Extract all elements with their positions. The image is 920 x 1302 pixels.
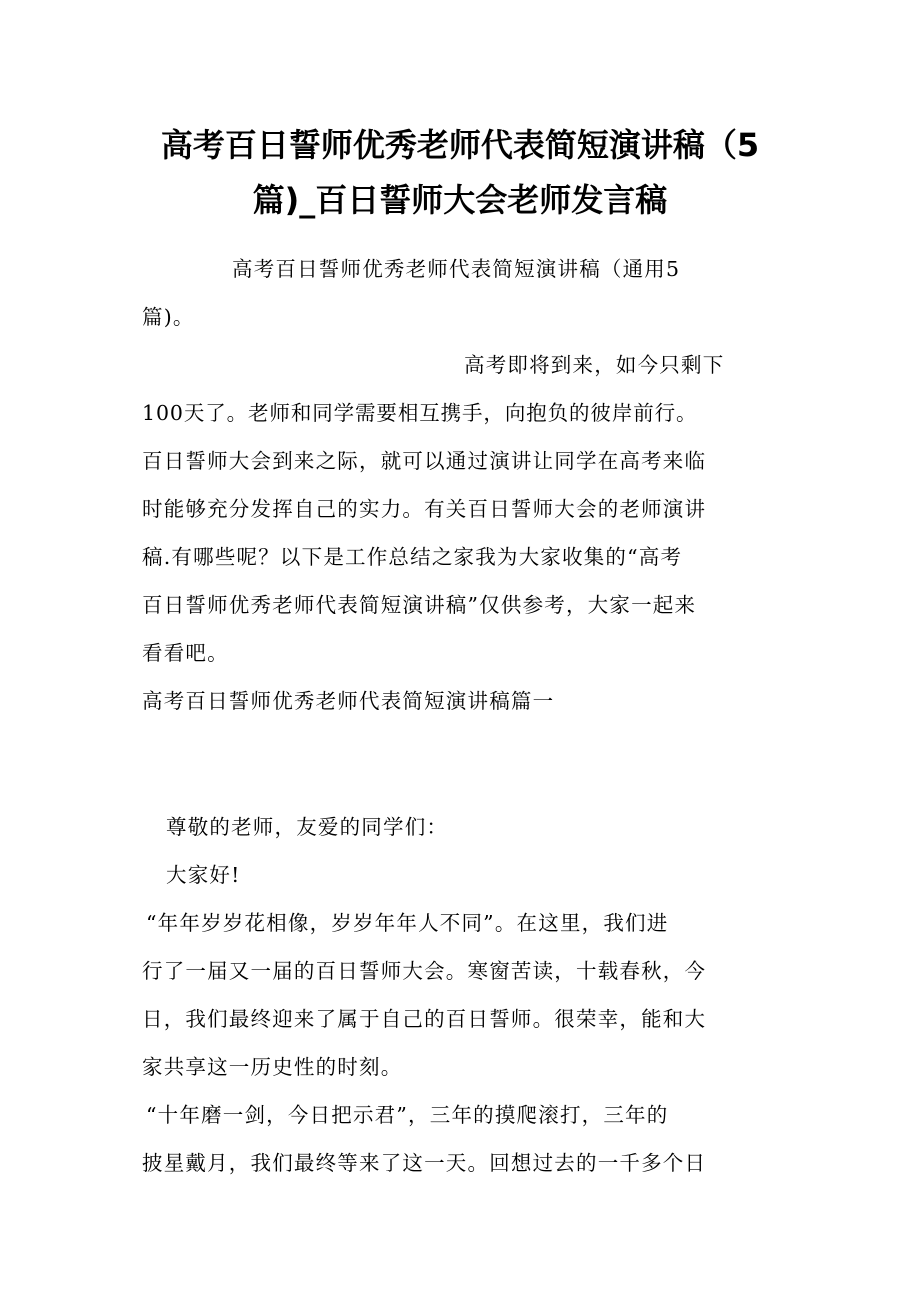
para-1-line-3: 日，我们最终迎来了属于自己的百日誓师。很荣幸，能和大 <box>142 1007 707 1031</box>
intro-body-line-3: 百日誓师大会到来之际，就可以通过演讲让同学在高考来临 <box>142 449 707 473</box>
title-line-2: 篇)_百日誓师大会老师发言稿 <box>252 181 668 219</box>
intro-body-line-1: 高考即将到来，如今只剩下 <box>464 353 725 377</box>
salutation: 尊敬的老师，友爱的同学们： <box>166 815 449 839</box>
para-1-line-4: 家共享这一历史性的时刻。 <box>142 1055 403 1079</box>
intro-body-line-5: 稿.有哪些呢？以下是工作总结之家我为大家收集的“高考 <box>142 545 683 569</box>
intro-body-line-6: 百日誓师优秀老师代表简短演讲稿”仅供参考，大家一起来 <box>142 593 697 617</box>
document-title <box>130 118 790 228</box>
section-heading: 高考百日誓师优秀老师代表简短演讲稿篇一 <box>142 689 555 713</box>
para-2-line-2: 披星戴月，我们最终等来了这一天。回想过去的一千多个日 <box>142 1151 707 1175</box>
para-1-line-2: 行了一届又一届的百日誓师大会。寒窗苦读，十载春秋，今 <box>142 959 707 983</box>
intro-subtitle-line-1: 高考百日誓师优秀老师代表简短演讲稿（通用5 <box>232 257 681 281</box>
intro-subtitle-line-2: 篇)。 <box>142 305 195 329</box>
intro-body-line-4: 时能够充分发挥自己的实力。有关百日誓师大会的老师演讲 <box>142 497 707 521</box>
intro-body-line-7: 看看吧。 <box>142 641 229 665</box>
title-line-1: 高考百日誓师优秀老师代表简短演讲稿（5 <box>160 126 760 164</box>
para-2-line-1: “十年磨一剑，今日把示君”，三年的摸爬滚打，三年的 <box>146 1103 669 1127</box>
greeting: 大家好! <box>166 863 241 887</box>
intro-body-line-2: 100天了。老师和同学需要相互携手，向抱负的彼岸前行。 <box>142 401 698 425</box>
para-1-line-1: “年年岁岁花相像，岁岁年年人不同”。在这里，我们进 <box>146 911 669 935</box>
